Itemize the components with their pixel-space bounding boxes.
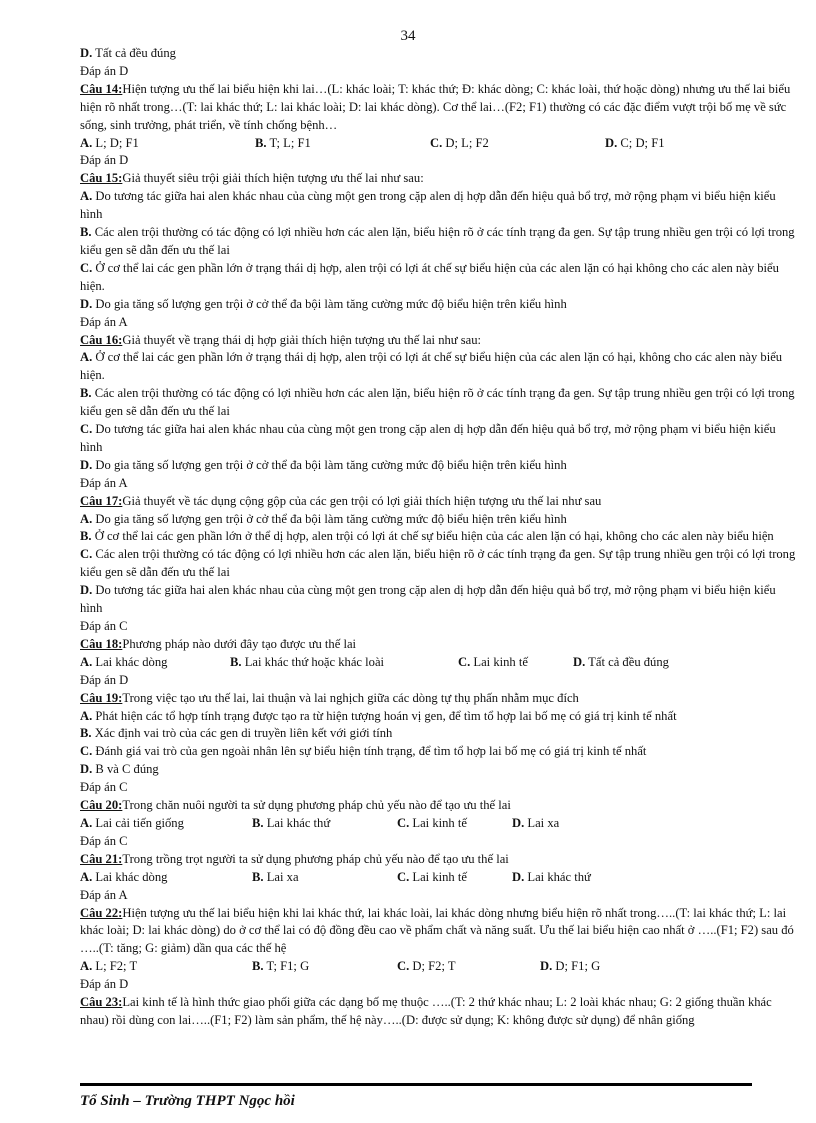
option-c: C. Lai kinh tế	[458, 654, 528, 669]
option-b: B. T; L; F1	[255, 135, 311, 150]
option-a: A. Lai khác dòng	[80, 654, 168, 669]
document-body	[80, 45, 798, 1030]
option-c: C. Do tương tác giữa hai alen khác nhau của cùng một gen trong cặp alen dị hợp dẫn đến hiệu quả bổ trợ, mở rộng phạm vi biểu hiện kiểu hình	[80, 422, 776, 454]
answer: Đáp án D	[80, 672, 129, 687]
option-a: A. Phát hiện các tổ hợp tính trạng được tạo ra từ hiện tượng hoán vị gen, để tìm tổ hợp lai bố mẹ có giá trị kinh tế nhất	[80, 708, 677, 723]
option-d: D. Do tương tác giữa hai alen khác nhau của cùng một gen trong cặp alen dị hợp dẫn đến hiệu quả bổ trợ, mở rộng phạm vi biểu hiện kiểu hình	[80, 583, 776, 616]
answer: Đáp án D	[80, 153, 129, 168]
option-a: A. Do tương tác giữa hai alen khác nhau của cùng một gen trong cặp alen dị hợp dẫn đến hiệu quả bổ trợ, mở rộng phạm vi biểu hiện kiểu hình	[80, 189, 776, 222]
option-d: D. Tất cả đều đúng	[573, 654, 669, 669]
question-19: Câu 19:Trong việc tạo ưu thế lai, lai thuận và lai nghịch giữa các dòng tự thụ phấn nhằm mục đích	[80, 690, 579, 705]
footer-text: Tổ Sinh – Trường THPT Ngọc hồi	[80, 1093, 295, 1109]
answer: Đáp án C	[80, 833, 128, 848]
option-a: A. L; D; F1	[80, 135, 139, 150]
option-c: C. Các alen trội thường có tác động có lợi nhiều hơn các alen lặn, biểu hiện rõ ở các tính trạng đa gen. Sự tập trung nhiều gen trội có lợi trong kiểu gen sẽ dẫn đến ưu thế lai	[80, 547, 796, 580]
question-18: Câu 18:Phương pháp nào dưới đây tạo được ưu thế lai	[80, 636, 357, 651]
option-d: D. Do gia tăng số lượng gen trội ở cở thể đa bội làm tăng cường mức độ biểu hiện trên kiểu hình	[80, 457, 567, 472]
question-17: Câu 17:Giả thuyết về tác dụng cộng gộp của các gen trội có lợi giải thích hiện tượng ưu thế lai như sau	[80, 493, 602, 508]
answer: Đáp án A	[80, 475, 128, 490]
option-c: C. Đánh giá vai trò của gen ngoài nhân lên sự biểu hiện tính trạng, để tìm tổ hợp lai bố mẹ có giá trị kinh tế nhất	[80, 744, 647, 759]
question-20: Câu 20:Trong chăn nuôi người ta sử dụng phương pháp chủ yếu nào để tạo ưu thế lai	[80, 798, 511, 813]
option-a: A. Do gia tăng số lượng gen trội ở cở thể đa bội làm tăng cường mức độ biểu hiện trên kiểu hình	[80, 511, 567, 526]
option-d: D. Do gia tăng số lượng gen trội ở cở thể đa bội làm tăng cường mức độ biểu hiện trên kiểu hình	[80, 296, 567, 311]
answer: Đáp án D	[80, 63, 129, 78]
option-d: D. D; F1; G	[540, 959, 601, 974]
option-d: D. Lai khác thứ	[512, 869, 591, 884]
option-b: B. T; F1; G	[252, 959, 310, 974]
question-22-options	[80, 958, 798, 976]
option-b: B. Lai xa	[252, 869, 299, 884]
answer: Đáp án A	[80, 887, 128, 902]
answer: Đáp án C	[80, 780, 128, 795]
option-b: B. Lai khác thứ hoặc khác loài	[230, 654, 385, 669]
question-22: Câu 22:Hiện tượng ưu thế lai biểu hiện khi lai khác thứ, lai khác loài, lai khác dòng nhưng biểu hiện rõ nhất trong…..(T: lai khác thứ; L: lai khác loài; D: lai khác dòng) do ở cơ thể lai có độ đồng đều cao về phẩm chất và năng suất. Ưu thế lai biểu hiện cao nhất ở …..(F1; F2) sau đó …..(T: tăng; G: giảm) dần qua các thế hệ	[80, 905, 794, 956]
option-d: D. Lai xa	[512, 815, 560, 830]
page-number: 34	[400, 28, 416, 44]
question-23: Câu 23:Lai kinh tế là hình thức giao phối giữa các dạng bố mẹ thuộc …..(T: 2 thứ khác nhau; L: 2 loài khác nhau; G: 2 giống thuần khác nhau) rồi dùng con lai…..(F1; F2) làm sản phẩm, thế hệ này…..(D: được sử dụng; K: không được sử dụng) để nhân giống	[80, 995, 772, 1027]
option-c: C. D; F2; T	[397, 959, 456, 974]
question-18-options	[80, 654, 798, 672]
option-c: C. Ở cơ thể lai các gen phần lớn ở trạng thái dị hợp, alen trội có lợi át chế sự biểu hiện của các alen lặn có hại không cho các alen này biểu hiện.	[80, 260, 779, 293]
question-20-options	[80, 815, 798, 833]
option-b: B. Lai khác thứ	[252, 815, 331, 830]
answer: Đáp án C	[80, 619, 128, 633]
option-a: A. Lai khác dòng	[80, 869, 168, 884]
option-b: B. Các alen trội thường có tác động có lợi nhiều hơn các alen lặn, biểu hiện rõ ở các tính trạng đa gen. Sự tập trung nhiều gen trội có lợi trong kiểu gen sẽ dẫn đến ưu thế lai	[80, 225, 795, 257]
option-b: B. Các alen trội thường có tác động có lợi nhiều hơn các alen lặn, biểu hiện rõ ở các tính trạng đa gen. Sự tập trung nhiều gen trội có lợi trong kiểu gen sẽ dẫn đến ưu thế lai	[80, 386, 795, 419]
answer: Đáp án A	[80, 314, 128, 329]
option-b: B. Ở cơ thể lai các gen phần lớn ở thể dị hợp, alen trội có lợi át chế sự biểu hiện của các alen lặn có hại, không cho các alen này biểu hiện	[80, 529, 774, 544]
answer: Đáp án D	[80, 977, 129, 992]
option-a: A. Ở cơ thể lai các gen phần lớn ở trạng thái dị hợp, alen trội có lợi át chế sự biểu hiện của các alen lặn có hại, không cho các alen này biểu hiện.	[80, 350, 783, 383]
option-d: D. B và C đúng	[80, 762, 159, 777]
option-b: B. Xác định vai trò của các gen di truyền liên kết với giới tính	[80, 726, 393, 741]
option-a: A. L; F2; T	[80, 959, 138, 974]
option-c: C. Lai kinh tế	[397, 815, 467, 830]
option-c: C. D; L; F2	[430, 135, 489, 150]
option-a: A. Lai cải tiến giống	[80, 815, 184, 830]
option-d: D. Tất cả đều đúng	[80, 46, 176, 60]
question-21: Câu 21:Trong trồng trọt người ta sử dụng phương pháp chủ yếu nào để tạo ưu thế lai	[80, 851, 509, 866]
footer-divider	[80, 1083, 752, 1086]
option-d: D. C; D; F1	[605, 135, 665, 150]
question-21-options	[80, 869, 798, 887]
question-14: Câu 14:Hiện tượng ưu thế lai biểu hiện khi lai…(L: khác loài; T: khác thứ; Đ: khác dòng; C: khác loài, thứ hoặc dòng) nhưng ưu thế lai biểu hiện rõ nhất trong…(T: lai khác thứ; L: lai khác loài; D: lai khác dòng). Cơ thể lai…(F2; F1) thường có các đặc điểm vượt trội bố mẹ về sức sống, sinh trưởng, phát triển, về tính chống bệnh…	[80, 81, 791, 132]
question-14-options	[80, 135, 798, 153]
question-15: Câu 15:Giả thuyết siêu trội giải thích hiện tượng ưu thế lai như sau:	[80, 171, 424, 186]
question-16: Câu 16:Giả thuyết về trạng thái dị hợp giải thích hiện tượng ưu thế lai như sau:	[80, 332, 482, 347]
option-c: C. Lai kinh tế	[397, 869, 467, 884]
